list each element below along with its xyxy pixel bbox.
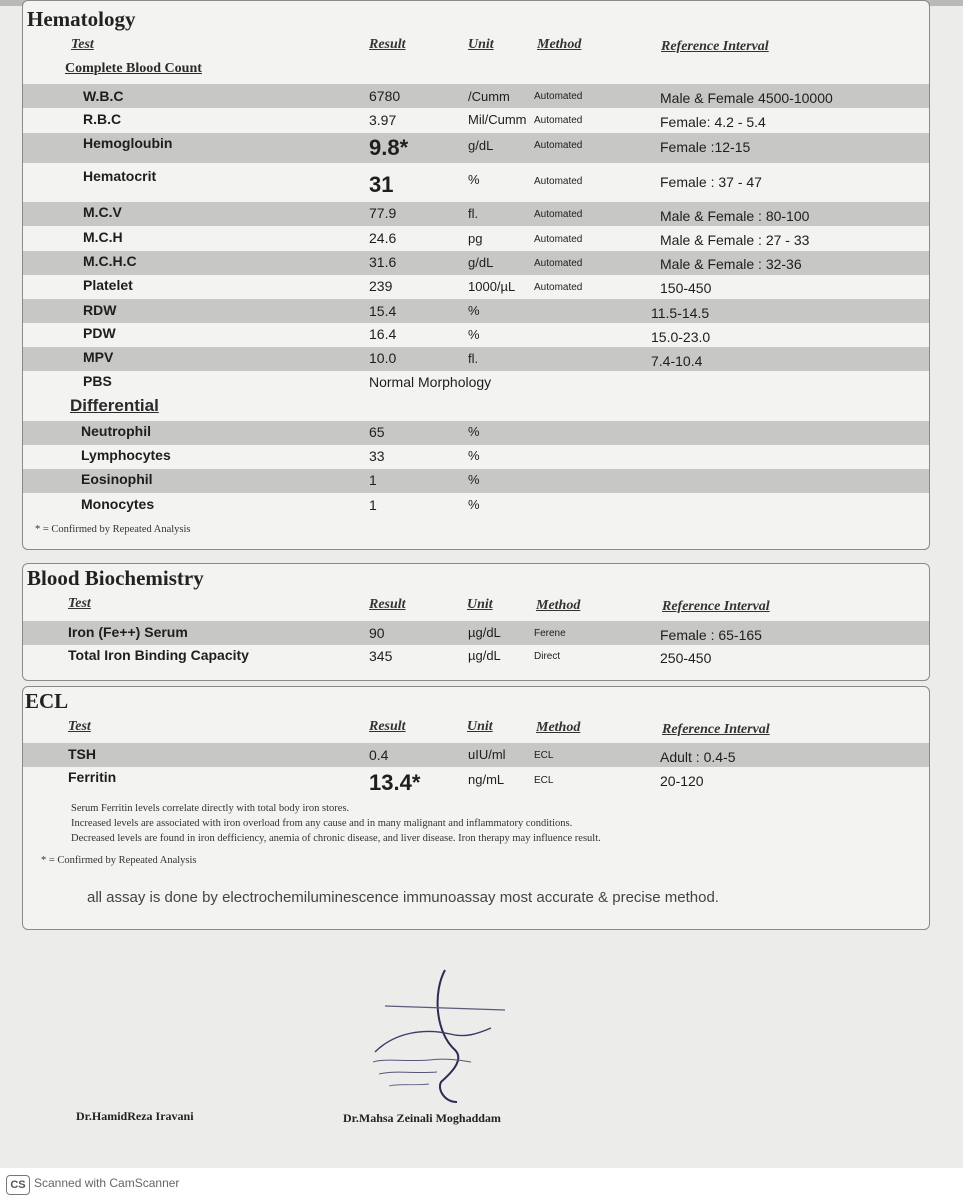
- test-unit: fl.: [468, 206, 479, 221]
- test-unit: %: [468, 448, 480, 463]
- test-name: MPV: [83, 349, 114, 365]
- test-unit: g/dL: [468, 138, 494, 153]
- header-reference: Reference Interval: [662, 722, 770, 737]
- test-result: 10.0: [369, 350, 397, 366]
- header-test: Test: [68, 596, 91, 611]
- test-method: ECL: [534, 775, 554, 786]
- table-row: [23, 84, 929, 108]
- doctor-left-name: Dr.HamidReza Iravani: [76, 1109, 194, 1123]
- test-unit: µg/dL: [468, 648, 501, 663]
- test-name: M.C.V: [83, 204, 122, 220]
- test-reference: 11.5-14.5: [651, 305, 710, 321]
- test-unit: uIU/ml: [468, 747, 506, 762]
- header-unit: Unit: [468, 37, 494, 52]
- test-name: Lymphocytes: [81, 447, 171, 463]
- test-unit: pg: [468, 231, 483, 246]
- doctor-right-name: Dr.Mahsa Zeinali Moghaddam: [343, 1111, 501, 1125]
- test-reference: 7.4-10.4: [651, 353, 703, 369]
- header-test: Test: [71, 37, 94, 52]
- test-reference: 250-450: [660, 650, 712, 666]
- test-unit: fl.: [468, 351, 479, 366]
- test-result: 3.97: [369, 112, 397, 128]
- test-method: Direct: [534, 651, 561, 662]
- test-name: M.C.H.C: [83, 253, 137, 269]
- test-name: PBS: [83, 373, 112, 389]
- table-row: [23, 445, 929, 469]
- header-unit: Unit: [467, 597, 493, 612]
- header-result: Result: [369, 597, 406, 612]
- header-method: Method: [537, 37, 582, 52]
- test-reference: Female : 37 - 47: [660, 174, 762, 190]
- test-result: 16.4: [369, 326, 397, 342]
- signature-stamp: [345, 962, 525, 1112]
- biochemistry-title: Blood Biochemistry: [27, 566, 204, 590]
- header-method: Method: [536, 598, 581, 613]
- table-row: [23, 371, 929, 395]
- test-method: Automated: [534, 91, 583, 102]
- test-method: ECL: [534, 750, 554, 761]
- hematology-footnote: * = Confirmed by Repeated Analysis: [35, 524, 191, 535]
- table-row: [23, 109, 929, 133]
- test-result: Normal Morphology: [369, 374, 492, 390]
- header-reference: Reference Interval: [662, 599, 770, 614]
- test-result: 9.8*: [369, 135, 409, 160]
- test-name: PDW: [83, 325, 116, 341]
- test-result: 90: [369, 625, 385, 641]
- test-method: Automated: [534, 209, 583, 220]
- test-reference: 15.0-23.0: [651, 329, 711, 345]
- test-reference: Male & Female : 80-100: [660, 208, 810, 224]
- header-unit: Unit: [467, 719, 493, 734]
- table-row: [23, 323, 929, 347]
- camscanner-icon: CS: [6, 1175, 30, 1195]
- test-unit: %: [468, 172, 480, 187]
- test-result: 13.4*: [369, 770, 421, 795]
- ecl-footnote: * = Confirmed by Repeated Analysis: [41, 855, 197, 866]
- header-test: Test: [68, 719, 91, 734]
- table-row: [23, 227, 929, 251]
- table-row: [23, 251, 929, 275]
- test-unit: %: [468, 303, 480, 318]
- test-name: R.B.C: [83, 111, 122, 127]
- test-unit: 1000/µL: [468, 279, 516, 294]
- test-name: Iron (Fe++) Serum: [68, 624, 188, 640]
- table-row: [23, 421, 929, 445]
- test-reference: Male & Female : 27 - 33: [660, 232, 810, 248]
- test-reference: 150-450: [660, 280, 712, 296]
- test-name: RDW: [83, 302, 117, 318]
- table-row: [23, 767, 929, 799]
- test-result: 65: [369, 424, 385, 440]
- test-unit: %: [468, 327, 480, 342]
- test-result: 239: [369, 278, 393, 294]
- test-unit: /Cumm: [468, 89, 510, 104]
- test-method: Automated: [534, 282, 583, 293]
- table-row: [23, 645, 929, 669]
- test-result: 31.6: [369, 254, 397, 270]
- table-row: [23, 743, 929, 767]
- ecl-section: [22, 686, 930, 930]
- test-unit: ng/mL: [468, 772, 505, 787]
- test-reference: 20-120: [660, 773, 704, 789]
- ferritin-notes: [71, 801, 601, 846]
- note-line: Serum Ferritin levels correlate directly with total body iron stores.: [71, 803, 350, 814]
- table-row: [23, 621, 929, 645]
- header-result: Result: [369, 37, 406, 52]
- differential-title: Differential: [70, 396, 159, 415]
- cbc-subtitle: Complete Blood Count: [65, 61, 202, 76]
- test-method: Automated: [534, 234, 583, 245]
- test-reference: Female : 65-165: [660, 627, 762, 643]
- test-name: Monocytes: [81, 496, 155, 512]
- test-result: 1: [369, 472, 377, 488]
- test-unit: µg/dL: [468, 625, 501, 640]
- test-result: 15.4: [369, 303, 397, 319]
- test-name: Eosinophil: [81, 471, 153, 487]
- test-reference: Female: 4.2 - 5.4: [660, 114, 766, 130]
- note-line: Decreased levels are found in iron defficiency, anemia of chronic disease, and liver disease. Iron therapy may influence result.: [71, 833, 601, 844]
- test-result: 31: [369, 172, 394, 197]
- test-name: Total Iron Binding Capacity: [68, 647, 249, 663]
- test-result: 6780: [369, 88, 401, 104]
- header-result: Result: [369, 719, 406, 734]
- test-method: Automated: [534, 258, 583, 269]
- test-result: 0.4: [369, 747, 389, 763]
- test-reference: Adult : 0.4-5: [660, 749, 736, 765]
- test-unit: Mil/Cumm: [468, 112, 527, 127]
- test-reference: Female :12-15: [660, 139, 751, 155]
- test-name: M.C.H: [83, 229, 123, 245]
- test-name: Ferritin: [68, 769, 117, 785]
- table-row: [23, 493, 929, 517]
- test-name: Neutrophil: [81, 423, 151, 439]
- test-name: Hematocrit: [83, 168, 157, 184]
- assay-method-note: all assay is done by electrochemiluminescence immunoassay most accurate & precise method.: [87, 889, 719, 906]
- table-row: [23, 299, 929, 323]
- test-result: 77.9: [369, 205, 397, 221]
- test-method: Automated: [534, 140, 583, 151]
- table-row: [23, 164, 929, 200]
- test-unit: %: [468, 472, 480, 487]
- camscanner-footer: [0, 1168, 963, 1200]
- hematology-section: [22, 0, 930, 550]
- test-unit: %: [468, 497, 480, 512]
- test-method: Ferene: [534, 628, 566, 639]
- test-name: Hemogloubin: [83, 135, 173, 151]
- test-reference: Male & Female 4500-10000: [660, 90, 833, 106]
- hematology-title: Hematology: [27, 7, 136, 31]
- test-reference: Male & Female : 32-36: [660, 256, 802, 272]
- test-method: Automated: [534, 176, 583, 187]
- table-row: [23, 347, 929, 371]
- ecl-title: ECL: [25, 689, 69, 713]
- test-result: 24.6: [369, 230, 397, 246]
- table-row: [23, 469, 929, 493]
- header-method: Method: [536, 720, 581, 735]
- test-result: 1: [369, 497, 377, 513]
- test-unit: %: [468, 424, 480, 439]
- table-row: [23, 275, 929, 299]
- test-name: Platelet: [83, 277, 133, 293]
- test-unit: g/dL: [468, 255, 494, 270]
- table-row: [23, 133, 929, 163]
- test-name: TSH: [68, 746, 96, 762]
- test-name: W.B.C: [83, 88, 124, 104]
- table-row: [23, 202, 929, 226]
- note-line: Increased levels are associated with iron overload from any cause and in many malignant and inflammatory conditions.: [71, 818, 573, 829]
- test-result: 345: [369, 648, 393, 664]
- test-method: Automated: [534, 115, 583, 126]
- test-result: 33: [369, 448, 385, 464]
- biochemistry-section: [22, 563, 930, 681]
- camscanner-text: Scanned with CamScanner: [34, 1176, 180, 1190]
- header-reference: Reference Interval: [661, 39, 769, 54]
